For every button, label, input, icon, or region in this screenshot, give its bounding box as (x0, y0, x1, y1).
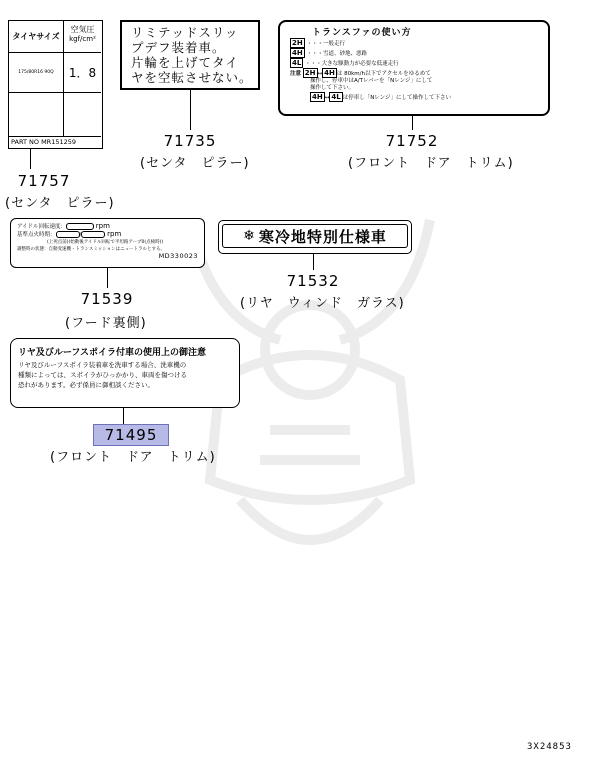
transfer-line-7: は停車し「Nレンジ」にして操作して下さい (342, 95, 452, 101)
transfer-row-2h (290, 38, 540, 48)
cold-climate-text: 寒冷地特別仕様車 (258, 227, 387, 246)
transfer-line-6: 操作して下さい。 (310, 85, 355, 91)
cold-climate-inner (222, 224, 408, 248)
transfer-line-2: ・・・雪道、砂地、悪路 (306, 51, 367, 57)
transfer-row-4l (290, 58, 540, 68)
part-number-71495[interactable]: 71495 (93, 424, 169, 446)
leader-line (190, 90, 191, 130)
ignition-blank-2 (81, 231, 105, 238)
transfer-line-1: ・・・一般走行 (306, 41, 345, 47)
idle-label-code: MD330023 (158, 252, 198, 260)
part-location-71532: (リヤ ウィンド ガラス) (240, 296, 405, 311)
limited-slip-label (120, 20, 260, 90)
spoiler-line-3: 恐れがあります。必ず係員に御相談ください。 (18, 381, 154, 389)
leader-line (123, 408, 124, 424)
tire-pressure-label (8, 20, 103, 149)
cold-climate-label (218, 220, 412, 254)
key-4h: 4H (292, 49, 303, 57)
tire-part-number: PART NO MR151259 (11, 138, 77, 146)
spoiler-line-1: リヤ及びルーフスポイラ装着車を洗車する場合、洗車機の (18, 361, 187, 369)
leader-line (107, 268, 108, 288)
key-4l: 4L (292, 59, 302, 67)
key-2h: 2H (292, 39, 303, 47)
key-2h: 2H (304, 69, 316, 77)
part-number-71539: 71539 (80, 290, 134, 308)
pressure-value: 1．8 (64, 53, 101, 93)
key-4h: 4H (324, 69, 335, 77)
ignition-timing-row: 基準点火時期： / rpm (17, 230, 122, 238)
part-location-71752: (フロント ドア トリム) (348, 156, 514, 171)
transfer-line-5: 操作し、停車中はA/Tレバーを「Nレンジ」にして (310, 78, 433, 84)
leader-line (313, 254, 314, 270)
tire-size-header: タイヤサイズ (9, 21, 64, 53)
caution-label: 注意 (290, 71, 302, 77)
idle-speed-unit: rpm (95, 222, 110, 230)
idle-speed-blank (66, 223, 94, 230)
transfer-row-4h (290, 48, 540, 58)
empty-cell (9, 93, 64, 137)
key-4h: 4H (312, 93, 323, 101)
ignition-timing-text: 基準点火時期： (17, 232, 56, 238)
limited-slip-line-1: リミテッドスリッ (131, 25, 239, 40)
ignition-timing-unit: rpm (107, 230, 122, 238)
limited-slip-line-4: ヤを空転させない。 (131, 70, 253, 85)
transfer-row-caution: 注意 2H ↔ 4H は 80km/h以下でアクセルをゆるめて (290, 69, 431, 77)
idle-note-1: (上死点前)(始動後アイドル回転で平坦路アープ0(点検時)) (47, 240, 164, 245)
pressure-header (64, 21, 101, 53)
leader-line (30, 149, 31, 169)
key-4l: 4L (331, 93, 341, 101)
part-location-71539: (フード裏側) (65, 316, 147, 331)
part-number-71752: 71752 (385, 132, 439, 150)
pressure-unit: kgf/cm² (69, 35, 96, 43)
part-number-71735: 71735 (163, 132, 217, 150)
transfer-usage-label (278, 20, 550, 116)
part-number-71532: 71532 (286, 272, 340, 290)
idle-note-2: 調整時の状態：自動変速機・トランスミッションはニュートラルとする。 (17, 247, 166, 252)
ignition-blank-1 (56, 231, 80, 238)
transfer-row-4l-shift: 4H ↔ 4L は停車し「Nレンジ」にして操作して下さい (312, 93, 452, 101)
part-number-71757: 71757 (17, 172, 71, 190)
part-location-71495: (フロント ドア トリム) (50, 450, 216, 465)
idle-speed-text: アイドル回転速度： (17, 224, 67, 230)
spoiler-caution-label (10, 338, 240, 408)
spoiler-line-2: 種類によっては、スポイラがひっかかり、車両を傷つける (18, 371, 187, 379)
part-location-71757: (センタ ピラー) (5, 196, 115, 211)
pressure-header-text: 空気圧 (70, 25, 95, 34)
limited-slip-line-3: 片輪を上げてタイ (131, 55, 239, 70)
diagram-code: 3X24853 (527, 742, 572, 752)
part-location-71735: (センタ ピラー) (140, 156, 250, 171)
transfer-line-4: は 80km/h以下でアクセルをゆるめて (336, 71, 431, 77)
transfer-title: トランスファの使い方 (312, 28, 412, 38)
snowflake-icon: ❄ (243, 228, 256, 244)
spoiler-title: リヤ及びルーフスポイラ付車の使用上の御注意 (18, 348, 207, 358)
leader-line (412, 116, 413, 130)
limited-slip-line-2: プデフ装着車。 (131, 40, 226, 55)
tire-size-value: 175/80R16 90Q (9, 53, 64, 93)
empty-cell (64, 93, 101, 137)
transfer-line-3: ・・・大きな駆動力が必要な低速走行 (305, 61, 399, 67)
idle-speed-label (10, 218, 205, 268)
